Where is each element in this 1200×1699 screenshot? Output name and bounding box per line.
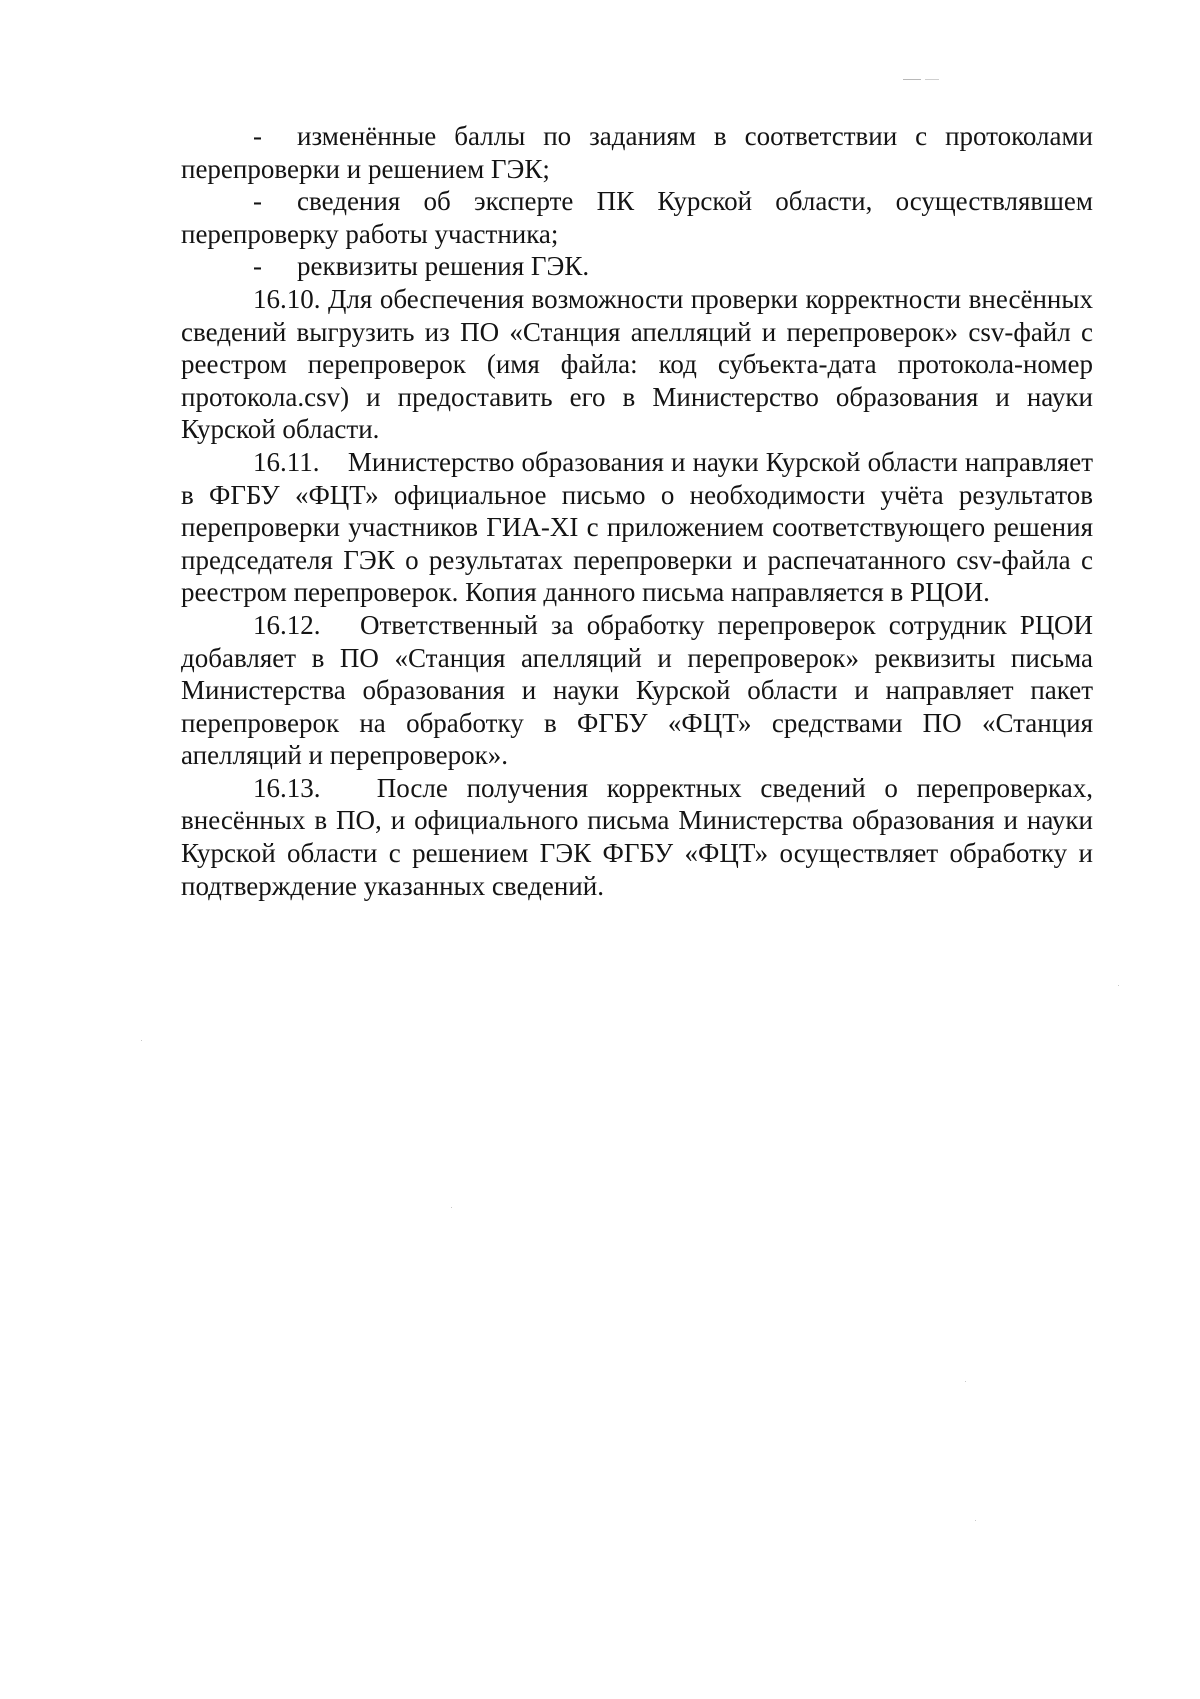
scan-artifact xyxy=(925,79,939,80)
bullet-text: изменённые баллы по заданиям в соответствии с протоколами перепроверки и решением ГЭК; xyxy=(181,121,1093,184)
paragraph-text: После получения корректных сведений о перепроверках, внесённых в ПО, и официального письма Министерства образования и науки Курской области с решением ГЭК ФГБУ «ФЦТ» осуществляет обработку и подтверждение указанных сведений. xyxy=(181,772,1093,901)
bullet-marker: - xyxy=(253,186,262,217)
paragraph-16-10 xyxy=(181,283,1093,446)
bullet-item xyxy=(181,185,1093,250)
bullet-item xyxy=(181,250,1093,283)
body-text xyxy=(181,120,1093,902)
paragraph-text: Ответственный за обработку перепроверок сотрудник РЦОИ добавляет в ПО «Станция апелляций и перепроверок» реквизиты письма Министерства образования и науки Курской области и направляет пакет перепроверок на обработку в ФГБУ «ФЦТ» средствами ПО «Станция апелляций и перепроверок». xyxy=(181,609,1093,771)
paragraph-16-11 xyxy=(181,446,1093,609)
bullet-text: сведения об эксперте ПК Курской области, осуществлявшем перепроверку работы участника; xyxy=(181,186,1093,249)
paragraph-text: Министерство образования и науки Курской области направляет в ФГБУ «ФЦТ» официальное письмо о необходимости учёта результатов перепроверки участников ГИА-XI с приложением соответствующего решения председателя ГЭК о результатах перепроверки и распечатанного csv-файла с реестром перепроверок. Копия данного письма направляется в РЦОИ. xyxy=(181,446,1094,608)
bullet-marker: - xyxy=(253,251,262,282)
bullet-item xyxy=(181,120,1093,185)
scan-dust xyxy=(975,1520,976,1521)
scan-dust xyxy=(451,1207,452,1208)
scan-dust xyxy=(965,1381,966,1382)
scan-dust xyxy=(141,1040,142,1041)
paragraph-16-13 xyxy=(181,772,1093,902)
paragraph-16-12 xyxy=(181,609,1093,772)
scan-artifact xyxy=(903,79,921,80)
paragraph-number: 16.11. xyxy=(253,446,320,477)
paragraph-number: 16.12. xyxy=(253,609,321,640)
scan-dust xyxy=(1118,985,1119,986)
bullet-text: реквизиты решения ГЭК. xyxy=(297,251,590,282)
bullet-marker: - xyxy=(253,121,262,151)
paragraph-number: 16.13. xyxy=(253,772,321,803)
paragraph-number: 16.10. xyxy=(253,283,321,314)
paragraph-text: Для обеспечения возможности проверки корректности внесённых сведений выгрузить из ПО «Станция апелляций и перепроверок» csv-файл с реестром перепроверок (имя файла: код субъекта-дата протокола-номер протокола.csv) и предоставить его в Министерство образования и науки Курской области. xyxy=(181,283,1094,445)
